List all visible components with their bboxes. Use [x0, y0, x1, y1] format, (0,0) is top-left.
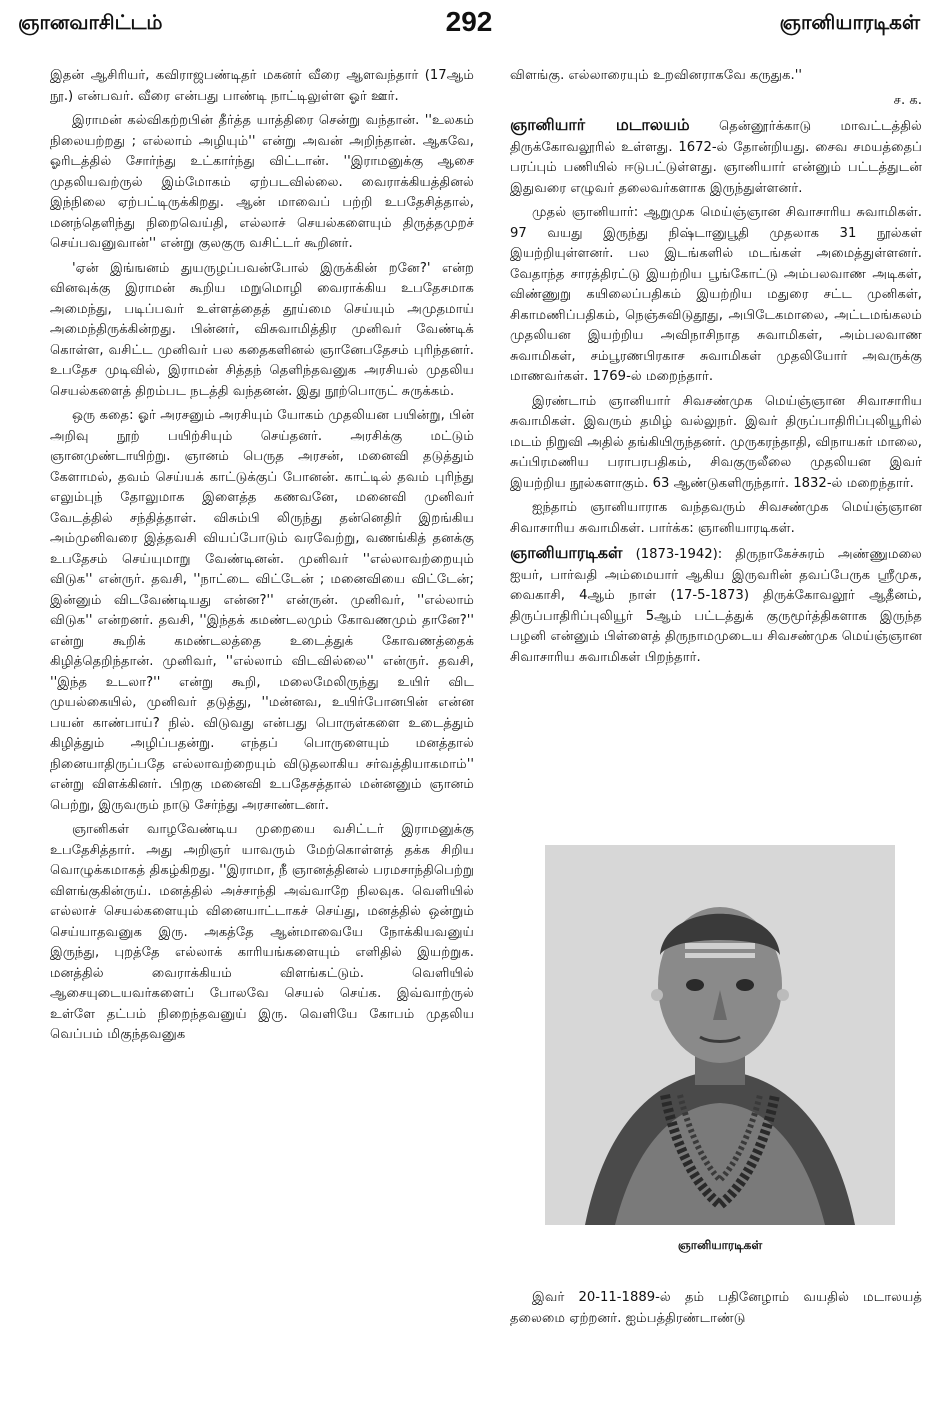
header-left-title: ஞானவாசிட்டம்: [18, 10, 163, 34]
paragraph: இவர் 20-11-1889-ல் தம் பதினேழாம் வயதில் மடாலயத் தலைமை ஏற்றனர். ஐம்பத்திரண்டாண்டு: [510, 1290, 922, 1326]
paragraph: ஐந்தாம் ஞானியாராக வந்தவரும் சிவசண்முக மெய்ஞ்ஞான சிவாசாரிய சுவாமிகள். பார்க்க: ஞானியாரடிகள்.: [510, 500, 922, 536]
paragraph: முதல் ஞானியார்: ஆறுமுக மெய்ஞ்ஞான சிவாசாரிய சுவாமிகள். 97 வயது இருந்து நிஷ்டானுபூதி முதலாக 31 நூல்கள் இயற்றியுள்ளனர். பல இடங்களில் மடங்கள் அமைத்துள்ளனர். வேதாந்த சாரத்திரட்டு இயற்றிய பூங்கோட்டு அம்பலவாண அடிகள், விண்ணுறு கயிலைப்பதிகம் இயற்றிய மதுரை சட்ட முனிகள், சிகாமணிப்பதிகம், நெஞ்சுவிடுதூது, அபிடேகமாலை, அட்டமங்கலம் முதலியன இயற்றிய அவிநாசிநாத சுவாமிகள், அம்பலவாண சுவாமிகள், சம்பூரணபிரகாச சுவாமிகள் முதலியோர் அவருக்கு மாணவர்கள். 1769-ல் மறைந்தார்.: [510, 205, 922, 384]
bottom-right-text: [510, 1288, 922, 1329]
paragraph: இரண்டாம் ஞானியார் சிவசண்முக மெய்ஞ்ஞான சிவாசாரிய சுவாமிகள். இவரும் தமிழ் வல்லுநர். இவர் திருப்பாதிரிப்புலியூரில் மடம் நிறுவி அதில் தங்கியிருந்தனர். முருகரந்தாதி, விநாயகர் மாலை, சுப்பிரமணிய பராபரபதிகம், சிவகுருலீலை முதலியன இவர் இயற்றிய நூல்களாகும். 63 ஆண்டுகளிருந்தார். 1832-ல் மறைந்தார்.: [510, 393, 922, 491]
header-right-title: ஞானியாரடிகள்: [779, 10, 920, 34]
portrait-photo: [545, 845, 895, 1225]
continuation-text: விளங்கு. எல்லாரையும் உறவினராகவே கருதுக.'': [510, 68, 802, 83]
page-header: [18, 6, 920, 46]
paragraph: இதன் ஆசிரியர், கவிராஜபண்டிதர் மகனர் வீரை ஆளவந்தார் (17ஆம் நூ.) என்பவர். வீரை என்பது பாண்டி நாட்டிலுள்ள ஓர் ஊர்.: [50, 68, 474, 104]
entry-headword: ஞானியார் மடாலயம்: [510, 115, 690, 134]
right-column: [510, 66, 922, 672]
paragraph: 'ஏன் இங்ஙனம் துயருழப்பவன்போல் இருக்கின் றனே?' என்ற வினவுக்கு இராமன் கூறிய மறுமொழி வைராக்கிய உபதேசமாக அமைந்து, படிப்பவர் உள்ளத்தைத் தூய்மை செய்யும் அமுதமாய் அமைந்திருக்கின்றது. பின்னர், விசுவாமித்திர முனிவர் வேண்டிக் கொள்ள, வசிட்ட முனிவர் பல கதைகளினல் ஞானேபதேசம் புரிந்தனர். உபதேச முடிவில், இராமன் சித்தந் தெளிந்தவனுக அரசியல் முதலிய செயல்களைத் திறம்பட நடத்தி வந்தனன். இது நூற்பொருட் சுருக்கம்.: [50, 260, 474, 399]
left-column: [50, 66, 474, 1050]
entry-madalayam: [510, 115, 922, 199]
photo-caption: ஞானியாரடிகள்: [677, 1238, 763, 1252]
paragraph: ஞானிகள் வாழவேண்டிய முறையை வசிட்டர் இராமனுக்கு உபதேசித்தார். அது அறிஞர் யாவரும் மேற்கொள்ளத் தக்க சிறிய வொழுக்கமாகத் திகழ்கிறது. ''இராமா, நீ ஞானத்தினல் பரமசாந்திபெற்று விளங்குகின்ருய். மனத்தில் அச்சாந்தி அவ்வாறே நிலவுக. வெளியில் எல்லாச் செயல்களையும் வினையாட்டாகச் செய்து, மனத்தில் ஒன்றும் செய்யாதவனுக இரு. அகத்தே ஆன்மாவையே நோக்கியவனுய் இருந்து, புறத்தே எல்லாக் காரியங்களையும் எளிதில் இயற்றுக. மனத்தில் வைராக்கியம் விளங்கட்டும். வெளியில் ஆசையுடையவர்களைப் போலவே செயல் செய்க. இவ்வாற்ருல் உள்ளே தட்பம் நிறைந்தவனுய் இரு. வெளியே கோபம் முதலிய வெப்பம் மிகுந்தவனுக: [50, 822, 474, 1042]
entry-body: (1873-1942): திருநாகேச்சுரம் அண்ணுமலை ஐயர், பார்வதி அம்மையார் ஆகிய இருவரின் தவப்பேருக ஸ்ரீமுக, வைகாசி, 4ஆம் நாள் (17-5-1873) திருக்கோவலூர் ஆதீனம், திருப்பாதிரிப்புலியூர் 5ஆம் பட்டத்துக் குருமூர்த்திகளாக இருந்த பழனி என்னும் பிள்ளைத் திருநாமமுடைய சிவசண்முக மெய்ஞ்ஞான சிவாசாரிய சுவாமிகள் பிறந்தார்.: [510, 547, 922, 665]
entry-headword: ஞானியாரடிகள்: [510, 543, 623, 562]
page-number: 292: [445, 6, 493, 37]
portrait-illustration: [545, 845, 895, 1225]
paragraph: ஒரு கதை: ஓர் அரசனும் அரசியும் யோகம் முதலியன பயின்று, பின் அறிவு நூற் பயிற்சியும் செய்தனர். அரசிக்கு மட்டும் ஞானமுண்டாயிற்று. ஞானம் பெருத அரசன், மனைவி தடுத்தும் கேளாமல், தவம் செய்யக் காட்டுக்குப் போனன். காட்டில் தவம் புரிந்து எலும்புந் தோலுமாக இளைத்த கணவனே, மனைவி முனிவர் வேடத்தில் சந்தித்தாள். விசும்பி லிருந்து தன்னெதிர் இறங்கிய அம்முனிவரை இத்தவசி வியப்போடும் வரவேற்று, வணங்கித் தனக்கு உபதேசம் செய்யுமாறு வேண்டினன். முனிவர் ''எல்லாவற்றையும் விடுக'' என்ருர். தவசி, ''நாட்டை விட்டேன் ; மனைவியை விட்டேன்; இன்னும் விடவேண்டியது என்ன?'' என்ருன். முனிவர், ''எல்லாம் விடுக'' என்றனர். தவசி, ''இந்தக் கமண்டலமும் கோவணமும் தானே?'' என்று கூறிக் கமண்டலத்தை உடைத்துக் கோவணத்தைக் கிழித்தெறிந்தான். முனிவர், ''எல்லாம் விடவில்லை'' என்ருர். தவசி, ''இந்த உடலா?'' என்று கூறி, மலைமேலிருந்து உயிர் விட முயல்கையில், முனிவர் தடுத்து, ''மன்னவ, உயிர்போனபின் என்ன பயன் காண்பாய்? நில். விடுவது என்பது பொருள்களை உடைத்தும் கிழித்தும் அழிப்பதன்று. எந்தப் பொருளையும் மனத்தால் நினையாதிருப்பதே எல்லாவற்றையும் விடுதலாகிய சர்வத்தியாகமாம்'' என்று விளக்கினர். பிறகு மனைவி உபதேசத்தால் மன்னனும் ஞானம் பெற்று, இருவரும் நாடு சேர்ந்து அரசாண்டனர்.: [50, 408, 474, 813]
entry-gnaniyaradigal: [510, 543, 922, 668]
author-signature: ச. க.: [893, 92, 922, 108]
paragraph: இராமன் கல்விகற்றபின் தீர்த்த யாத்திரை சென்று வந்தான். ''உலகம் நிலையற்றது ; எல்லாம் அழியும்'' என்று அவன் அறிந்தான். ஆகவே, ஓரிடத்தில் சோர்ந்து உட்கார்ந்து விட்டான். ''இராமனுக்கு ஆசை முதலியவற்ருல் இம்மோகம் ஏற்படவில்லை. வைராக்கியத்தினல் இந்நிலை ஏற்பட்டிருக்கிறது. ஆன் மாவைப் பற்றி உபதேசித்தால், மனந்தெளிந்து நிறைவெய்தி, எல்லாச் செயல்களையும் திருத்தமுறச் செய்பவனுவான்'' என்று குலகுரு வசிட்டர் கூறினர்.: [50, 113, 474, 251]
entry-body: தென்னூர்க்காடு மாவட்டத்தில் திருக்கோவலூரில் உள்ளது. 1672-ல் தோன்றியது. சைவ சமயத்தைப் பரப்பும் பணியில் ஈடுபட்டுள்ளது. ஞானியார் என்னும் பட்டத்துடன் இதுவரை எழுவர் தலைவர்களாக இருந்துள்ளனர்.: [510, 119, 922, 196]
